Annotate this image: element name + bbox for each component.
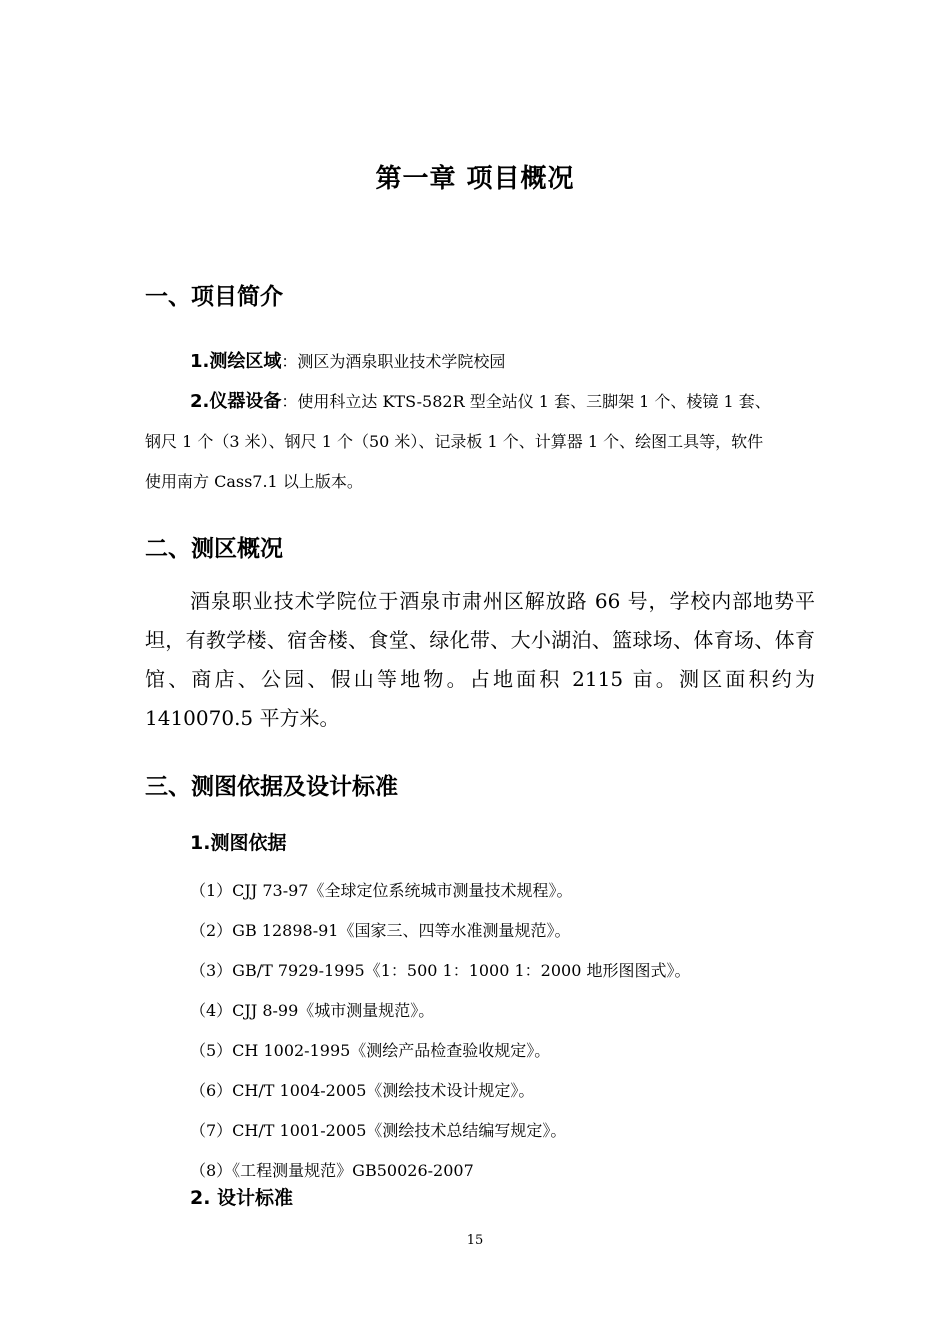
reference-item-3: （3）GB/T 7929-1995《1：500 1：1000 1：2000 地形图图式》。 — [190, 961, 691, 980]
equipment-text-1: ：使用科立达 KTS-582R 型全站仪 1 套、三脚架 1 个、棱镜 1 套、 — [281, 392, 771, 411]
equipment-line-1 — [145, 382, 815, 422]
subheading-design-standards: 2. 设计标准 — [190, 1187, 294, 1209]
equipment-lead: 2.仪器设备 — [190, 391, 282, 412]
reference-item-7: （7）CH/T 1001-2005《测绘技术总结编写规定》。 — [190, 1121, 567, 1140]
survey-area-overview-paragraph: 酒泉职业技术学院位于酒泉市肃州区解放路 66 号，学校内部地势平坦，有教学楼、宿舍楼、食堂、绿化带、大小湖泊、篮球场、体育场、体育馆、商店、公园、假山等地物。占地面积 2115 亩。测区面积约为 1410070.5 平方米。 — [145, 589, 815, 730]
section-heading-survey-area: 二、测区概况 — [145, 536, 283, 562]
reference-item-6: （6）CH/T 1004-2005《测绘技术设计规定》。 — [190, 1081, 535, 1100]
section-heading-intro: 一、项目简介 — [145, 284, 283, 310]
reference-item-8: （8）《工程测量规范》GB50026-2007 — [190, 1161, 474, 1180]
section-heading-basis-standards: 三、测图依据及设计标准 — [145, 774, 398, 800]
reference-item-1: （1）CJJ 73-97《全球定位系统城市测量技术规程》。 — [190, 881, 573, 900]
page-number: 15 — [466, 1233, 484, 1248]
reference-item-5: （5）CH 1002-1995《测绘产品检查验收规定》。 — [190, 1041, 551, 1060]
survey-area-text: ：测区为酒泉职业技术学院校园 — [281, 352, 506, 371]
reference-item-2: （2）GB 12898-91《国家三、四等水准测量规范》。 — [190, 921, 571, 940]
chapter-title: 第一章 项目概况 — [375, 164, 575, 194]
equipment-line-3: 使用南方 Cass7.1 以上版本。 — [145, 472, 363, 491]
project-intro-paragraph — [145, 342, 815, 502]
survey-area-line — [145, 342, 815, 382]
survey-area-lead: 1.测绘区域 — [190, 351, 282, 372]
reference-item-4: （4）CJJ 8-99《城市测量规范》。 — [190, 1001, 435, 1020]
subheading-mapping-basis: 1.测图依据 — [190, 832, 287, 854]
equipment-line-2: 钢尺 1 个（3 米）、钢尺 1 个（50 米）、记录板 1 个、计算器 1 个、绘图工具等，软件 — [145, 432, 764, 451]
